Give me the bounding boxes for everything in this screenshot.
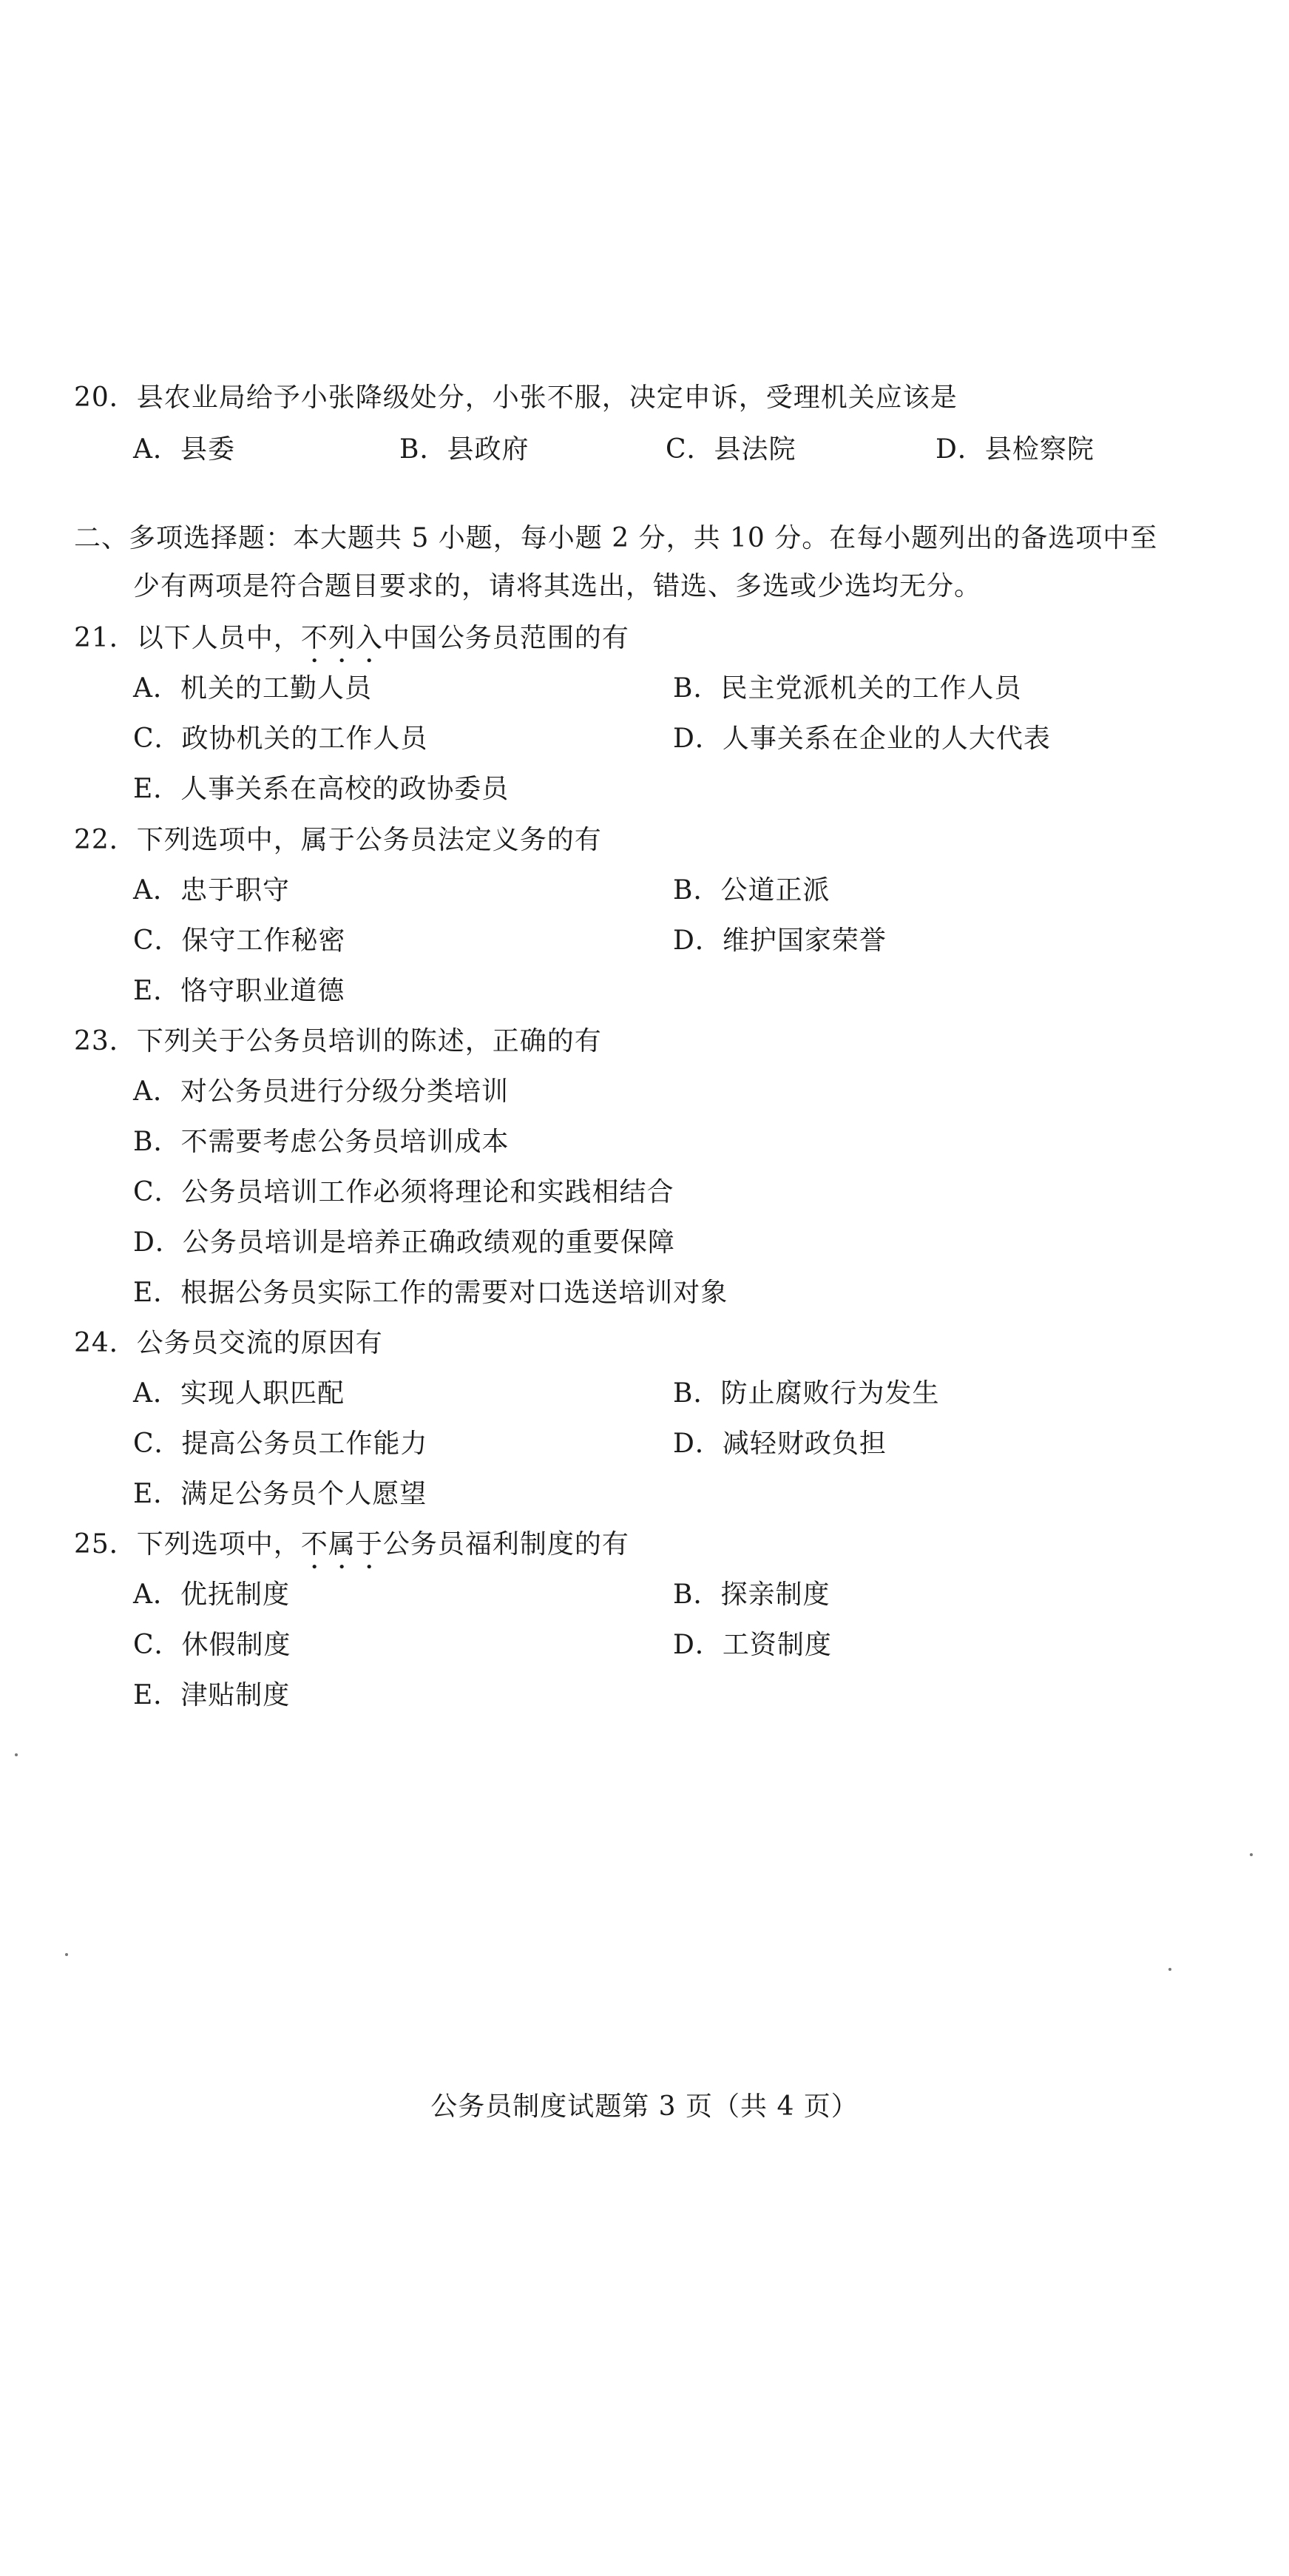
q22-option-d: D．维护国家荣誉 bbox=[673, 925, 887, 956]
q25-option-b: B．探亲制度 bbox=[673, 1579, 830, 1610]
q24-option-b: B．防止腐败行为发生 bbox=[673, 1378, 940, 1409]
q22-stem: 22．下列选项中，属于公务员法定义务的有 bbox=[74, 825, 602, 855]
q22-option-c: C．保守工作秘密 bbox=[133, 925, 346, 956]
q25-stem-emphasis: 不属于 bbox=[300, 1529, 383, 1560]
page-footer: 公务员制度试题第 3 页（共 4 页） bbox=[430, 2091, 859, 2122]
q21-option-d: D．人事关系在企业的人大代表 bbox=[673, 724, 1051, 754]
section2-heading-line1: 二、多项选择题：本大题共 5 小题，每小题 2 分，共 10 分。在每小题列出的备选项中至 bbox=[74, 523, 1158, 553]
q24-stem: 24．公务员交流的原因有 bbox=[74, 1328, 383, 1358]
q22-option-b: B．公道正派 bbox=[673, 875, 830, 906]
q21-stem-emphasis: 不列入 bbox=[300, 623, 383, 653]
q23-option-b: B．不需要考虑公务员培训成本 bbox=[133, 1127, 510, 1157]
q21-option-b: B．民主党派机关的工作人员 bbox=[673, 673, 1022, 704]
q21-stem-post: 中国公务员范围的有 bbox=[382, 623, 629, 653]
q20-option-d: D．县检察院 bbox=[936, 434, 1095, 465]
q20-option-b: B．县政府 bbox=[399, 434, 530, 465]
section2-heading-line2: 少有两项是符合题目要求的，请将其选出，错选、多选或少选均无分。 bbox=[133, 571, 982, 601]
q25-option-a: A．优抚制度 bbox=[133, 1579, 290, 1610]
q22-option-a: A．忠于职守 bbox=[133, 875, 290, 906]
q23-option-a: A．对公务员进行分级分类培训 bbox=[133, 1076, 509, 1107]
q21-stem bbox=[74, 621, 629, 669]
q24-option-a: A．实现人职匹配 bbox=[133, 1378, 345, 1409]
q23-stem: 23．下列关于公务员培训的陈述，正确的有 bbox=[74, 1026, 602, 1056]
q24-option-e: E．满足公务员个人愿望 bbox=[133, 1479, 427, 1509]
q20-option-a: A．县委 bbox=[133, 434, 235, 465]
q25-stem bbox=[74, 1528, 629, 1575]
q21-option-a: A．机关的工勤人员 bbox=[133, 673, 372, 704]
q25-stem-pre: 25．下列选项中， bbox=[74, 1529, 301, 1560]
q24-option-d: D．减轻财政负担 bbox=[673, 1429, 887, 1459]
scan-speck bbox=[1168, 1968, 1171, 1971]
q25-stem-post: 公务员福利制度的有 bbox=[382, 1529, 629, 1560]
q25-option-d: D．工资制度 bbox=[673, 1630, 832, 1660]
q25-option-c: C．休假制度 bbox=[133, 1630, 291, 1660]
q20-option-c: C．县法院 bbox=[666, 434, 796, 465]
q21-stem-pre: 21．以下人员中， bbox=[74, 623, 301, 653]
q23-option-c: C．公务员培训工作必须将理论和实践相结合 bbox=[133, 1177, 674, 1207]
q20-stem: 20．县农业局给予小张降级处分，小张不服，决定申诉，受理机关应该是 bbox=[74, 382, 958, 413]
q22-option-e: E．恪守职业道德 bbox=[133, 976, 345, 1006]
q23-option-e: E．根据公务员实际工作的需要对口选送培训对象 bbox=[133, 1278, 728, 1308]
q25-option-e: E．津贴制度 bbox=[133, 1680, 291, 1710]
scan-speck bbox=[65, 1953, 68, 1956]
q24-option-c: C．提高公务员工作能力 bbox=[133, 1429, 428, 1459]
scan-speck bbox=[1250, 1853, 1253, 1856]
q23-option-d: D．公务员培训是培养正确政绩观的重要保障 bbox=[133, 1227, 675, 1258]
q21-option-e: E．人事关系在高校的政协委员 bbox=[133, 774, 510, 804]
scan-speck bbox=[15, 1753, 18, 1756]
q21-option-c: C．政协机关的工作人员 bbox=[133, 724, 428, 754]
